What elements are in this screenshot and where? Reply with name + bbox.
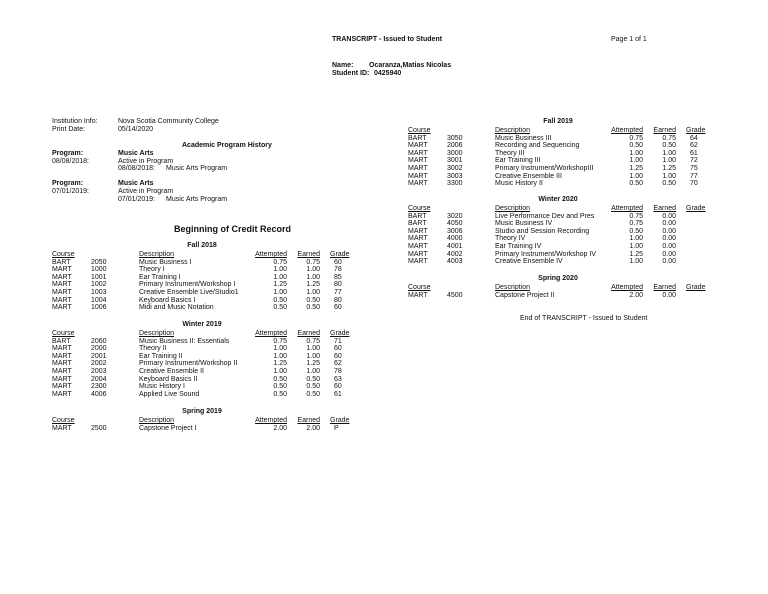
plan-name: Music Arts Program (166, 196, 228, 203)
earned: 0.75 (306, 258, 320, 266)
earned: 1.25 (306, 360, 320, 368)
column-header-course: Course (52, 330, 75, 337)
column-header-grade: Grade (330, 330, 350, 337)
attempted: 1.25 (629, 165, 643, 172)
attempted: 1.00 (629, 235, 643, 243)
column-header-grade: Grade (686, 127, 706, 134)
earned: 1.00 (306, 352, 320, 360)
subject: BART (408, 134, 427, 142)
institution-label: Institution Info: (52, 118, 98, 125)
catalog-number: 3050 (447, 134, 463, 142)
course-description: Primary Instrument/Workshop I (139, 281, 236, 289)
course-description: Creative Ensemble II (139, 368, 204, 375)
column-header-course: Course (408, 205, 431, 212)
course-description: Creative Ensemble Live/Studio1 (139, 289, 239, 296)
column-header-earned: Earned (653, 284, 676, 291)
plan-name: Music Arts Program (166, 165, 228, 172)
catalog-number: 1003 (91, 289, 107, 296)
earned: 1.00 (662, 172, 676, 180)
term-title: Winter 2020 (538, 196, 578, 203)
earned: 0.50 (306, 304, 320, 312)
subject: MART (52, 383, 72, 391)
earned: 0.00 (662, 243, 676, 250)
catalog-number: 4006 (91, 390, 107, 398)
attempted: 1.00 (629, 172, 643, 180)
grade: 80 (334, 281, 342, 289)
subject: MART (408, 227, 428, 235)
course-description: Ear Training II (139, 352, 183, 360)
course-description: Capstone Project I (139, 424, 197, 432)
subject: MART (408, 243, 428, 250)
column-header-attempted: Attempted (255, 417, 287, 424)
column-header-description: Description (495, 127, 531, 134)
grade: 78 (334, 266, 342, 274)
subject: MART (408, 258, 428, 266)
student-id-label: Student ID: (332, 70, 370, 77)
grade: 64 (690, 134, 698, 142)
column-header-attempted: Attempted (255, 330, 287, 337)
column-header-grade: Grade (686, 205, 706, 212)
catalog-number: 2050 (91, 258, 107, 266)
attempted: 1.00 (629, 258, 643, 266)
program-history-title: Academic Program History (182, 142, 272, 149)
subject: BART (52, 337, 71, 345)
earned: 0.00 (662, 212, 676, 220)
earned: 0.75 (662, 134, 676, 142)
course-description: Ear Training IV (495, 243, 542, 250)
column-header-description: Description (139, 330, 175, 337)
earned: 1.00 (306, 266, 320, 274)
attempted: 0.50 (629, 227, 643, 235)
earned: 0.00 (662, 227, 676, 235)
course-description: Theory I (139, 266, 165, 274)
term-title: Fall 2018 (187, 242, 217, 249)
attempted: 1.25 (273, 360, 287, 368)
catalog-number: 1001 (91, 273, 107, 281)
course-description: Midi and Music Notation (139, 304, 214, 312)
catalog-number: 4000 (447, 235, 463, 243)
attempted: 0.50 (273, 304, 287, 312)
subject: MART (408, 142, 428, 150)
term-title: Spring 2020 (538, 275, 578, 282)
student-name: Ocaranza,Matias Nicolas (369, 62, 452, 69)
course-description: Primary Instrument/Workshop II (139, 360, 238, 368)
catalog-number: 2001 (91, 352, 107, 360)
program-label: Program: (52, 180, 84, 187)
subject: MART (408, 180, 428, 188)
attempted: 1.00 (629, 149, 643, 157)
transcript-end: End of TRANSCRIPT - Issued to Student (520, 315, 648, 322)
grade: 63 (334, 375, 342, 383)
earned: 1.25 (662, 165, 676, 172)
catalog-number: 3003 (447, 172, 463, 180)
subject: MART (52, 375, 72, 383)
subject: MART (408, 149, 428, 157)
grade: 72 (690, 157, 698, 165)
catalog-number: 3002 (447, 165, 463, 172)
print-date: 05/14/2020 (118, 126, 154, 133)
attempted: 1.00 (273, 345, 287, 353)
earned: 0.00 (662, 291, 676, 299)
program-name: Music Arts (118, 150, 154, 157)
grade: 80 (334, 296, 342, 304)
attempted: 0.50 (273, 383, 287, 391)
column-header-grade: Grade (686, 284, 706, 291)
attempted: 1.00 (273, 368, 287, 375)
subject: BART (408, 212, 427, 220)
subject: MART (408, 157, 428, 165)
column-header-course: Course (52, 417, 75, 424)
attempted: 0.75 (273, 258, 287, 266)
earned: 0.00 (662, 250, 676, 258)
subject: MART (52, 345, 72, 353)
program-status: Active in Program (118, 188, 174, 195)
attempted: 2.00 (273, 424, 287, 432)
subject: MART (52, 304, 72, 312)
subject: MART (52, 390, 72, 398)
course-description: Music Business III (495, 134, 552, 142)
course-description: Music Business IV (495, 220, 553, 228)
course-description: Music Business I (139, 258, 192, 266)
grade: 77 (690, 172, 698, 180)
grade: 75 (690, 165, 698, 172)
program-label: Program: (52, 150, 84, 157)
column-header-grade: Grade (330, 417, 350, 424)
catalog-number: 2004 (91, 375, 107, 383)
subject: MART (408, 172, 428, 180)
catalog-number: 3000 (447, 149, 463, 157)
attempted: 1.00 (273, 266, 287, 274)
institution-name: Nova Scotia Community College (118, 118, 219, 125)
earned: 1.00 (306, 273, 320, 281)
subject: MART (52, 352, 72, 360)
credit-record-title: Beginning of Credit Record (174, 224, 291, 234)
earned: 1.25 (306, 281, 320, 289)
page-number: Page 1 of 1 (611, 36, 647, 43)
subject: MART (408, 235, 428, 243)
earned: 0.50 (306, 390, 320, 398)
column-header-earned: Earned (297, 417, 320, 424)
column-header-attempted: Attempted (611, 205, 643, 212)
attempted: 1.00 (273, 352, 287, 360)
earned: 0.00 (662, 258, 676, 266)
course-description: Music History I (139, 383, 185, 391)
column-header-course: Course (408, 284, 431, 291)
earned: 1.00 (662, 149, 676, 157)
course-description: Primary Instrument/Workshop IV (495, 250, 597, 258)
column-header-description: Description (139, 251, 175, 258)
subject: BART (52, 258, 71, 266)
catalog-number: 4050 (447, 220, 463, 228)
earned: 0.50 (306, 375, 320, 383)
grade: 60 (334, 345, 342, 353)
attempted: 0.50 (629, 142, 643, 150)
grade: 60 (334, 352, 342, 360)
catalog-number: 4001 (447, 243, 463, 250)
column-header-description: Description (139, 417, 175, 424)
catalog-number: 2300 (91, 383, 107, 391)
grade: 60 (334, 383, 342, 391)
catalog-number: 3020 (447, 212, 463, 220)
program-name: Music Arts (118, 180, 154, 187)
print-date-label: Print Date: (52, 126, 86, 133)
term-title: Fall 2019 (543, 118, 573, 125)
term-title: Spring 2019 (182, 408, 222, 415)
subject: MART (52, 368, 72, 375)
column-header-earned: Earned (297, 330, 320, 337)
course-description: Applied Live Sound (139, 390, 200, 398)
course-description: Studio and Session Recording (495, 227, 590, 235)
grade: 71 (334, 337, 342, 345)
catalog-number: 1006 (91, 304, 107, 312)
course-description: Capstone Project II (495, 291, 555, 299)
course-description: Theory IV (495, 235, 526, 243)
grade: 60 (334, 258, 342, 266)
course-description: Primary Instrument/WorkshopIII (495, 165, 594, 172)
course-description: Creative Ensemble IV (495, 258, 563, 266)
subject: MART (408, 250, 428, 258)
grade: 77 (334, 289, 342, 296)
attempted: 0.50 (273, 375, 287, 383)
column-header-course: Course (408, 127, 431, 134)
catalog-number: 3006 (447, 227, 463, 235)
attempted: 0.75 (629, 134, 643, 142)
course-description: Keyboard Basics II (139, 375, 198, 383)
catalog-number: 2006 (447, 142, 463, 150)
column-header-earned: Earned (653, 127, 676, 134)
course-description: Music History II (495, 180, 543, 188)
attempted: 0.75 (629, 220, 643, 228)
earned: 0.75 (306, 337, 320, 345)
subject: MART (52, 296, 72, 304)
program-date: 08/08/2018: (52, 158, 89, 165)
earned: 2.00 (306, 424, 320, 432)
term-title: Winter 2019 (182, 321, 222, 328)
subject: MART (52, 281, 72, 289)
column-header-attempted: Attempted (255, 251, 287, 258)
catalog-number: 1000 (91, 266, 107, 274)
grade: 62 (334, 360, 342, 368)
course-description: Theory III (495, 149, 525, 157)
subject: BART (408, 220, 427, 228)
program-date: 07/01/2019: (52, 188, 89, 195)
attempted: 1.00 (273, 273, 287, 281)
grade: 61 (334, 390, 342, 398)
attempted: 1.25 (629, 250, 643, 258)
catalog-number: 2500 (91, 424, 107, 432)
grade: 60 (334, 304, 342, 312)
attempted: 0.50 (629, 180, 643, 188)
catalog-number: 4003 (447, 258, 463, 266)
subject: MART (408, 165, 428, 172)
course-description: Ear Training I (139, 273, 181, 281)
course-description: Keyboard Basics I (139, 296, 196, 304)
student-id: 0425940 (374, 70, 402, 77)
column-header-description: Description (495, 205, 531, 212)
plan-date: 08/08/2018: (118, 165, 155, 172)
catalog-number: 4500 (447, 291, 463, 299)
catalog-number: 3300 (447, 180, 463, 188)
attempted: 1.00 (629, 157, 643, 165)
subject: MART (52, 289, 72, 296)
column-header-earned: Earned (653, 205, 676, 212)
earned: 1.00 (662, 157, 676, 165)
attempted: 0.75 (273, 337, 287, 345)
grade: P (334, 424, 339, 432)
column-header-description: Description (495, 284, 531, 291)
course-description: Recording and Sequencing (495, 142, 580, 150)
earned: 0.50 (662, 180, 676, 188)
subject: MART (52, 273, 72, 281)
attempted: 0.50 (273, 296, 287, 304)
course-description: Ear Training III (495, 157, 541, 165)
grade: 61 (690, 149, 698, 157)
catalog-number: 2003 (91, 368, 107, 375)
earned: 0.00 (662, 235, 676, 243)
grade: 78 (334, 368, 342, 375)
grade: 70 (690, 180, 698, 188)
catalog-number: 2060 (91, 337, 107, 345)
catalog-number: 3001 (447, 157, 463, 165)
subject: MART (52, 266, 72, 274)
earned: 0.50 (306, 296, 320, 304)
subject: MART (52, 424, 72, 432)
grade: 85 (334, 273, 342, 281)
course-description: Theory II (139, 345, 167, 353)
program-status: Active in Program (118, 158, 174, 165)
attempted: 0.75 (629, 212, 643, 220)
column-header-earned: Earned (297, 251, 320, 258)
column-header-grade: Grade (330, 251, 350, 258)
earned: 0.50 (306, 383, 320, 391)
column-header-attempted: Attempted (611, 127, 643, 134)
attempted: 1.25 (273, 281, 287, 289)
subject: MART (52, 360, 72, 368)
name-label: Name: (332, 62, 354, 69)
catalog-number: 4002 (447, 250, 463, 258)
column-header-course: Course (52, 251, 75, 258)
course-description: Music Business II: Essentials (139, 337, 230, 345)
catalog-number: 2000 (91, 345, 107, 353)
earned: 0.00 (662, 220, 676, 228)
subject: MART (408, 291, 428, 299)
plan-date: 07/01/2019: (118, 196, 155, 203)
transcript-title: TRANSCRIPT - Issued to Student (332, 36, 443, 43)
attempted: 1.00 (273, 289, 287, 296)
earned: 0.50 (662, 142, 676, 150)
catalog-number: 1004 (91, 296, 107, 304)
catalog-number: 2002 (91, 360, 107, 368)
column-header-attempted: Attempted (611, 284, 643, 291)
attempted: 1.00 (629, 243, 643, 250)
course-description: Creative Ensemble III (495, 172, 562, 180)
earned: 1.00 (306, 368, 320, 375)
earned: 1.00 (306, 345, 320, 353)
attempted: 2.00 (629, 291, 643, 299)
grade: 62 (690, 142, 698, 150)
earned: 1.00 (306, 289, 320, 296)
course-description: Live Performance Dev and Pres (495, 212, 595, 220)
attempted: 0.50 (273, 390, 287, 398)
catalog-number: 1002 (91, 281, 107, 289)
